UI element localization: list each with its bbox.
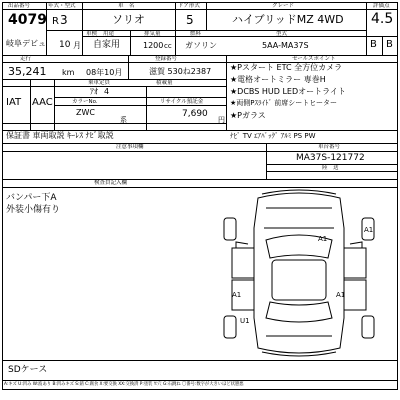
notes-title: 注意事項欄: [116, 144, 144, 150]
month: 10: [59, 40, 71, 50]
damage-mark: A1: [336, 291, 346, 299]
color-no-label: カラーNo.: [72, 99, 98, 105]
divider: [2, 9, 398, 10]
divider: [366, 2, 367, 55]
divider: [226, 55, 227, 130]
options-list: ﾅﾋﾞ TV ｴｱﾊﾞｯｸﾞ ｱﾙﾐ PS PW: [230, 132, 316, 140]
car-name-label: 車 名: [118, 3, 135, 9]
use-label: 用途: [103, 31, 115, 37]
model-code: 5AA-MA37S: [262, 41, 309, 50]
divider: [206, 2, 207, 30]
vin-title: 車台番号: [318, 144, 341, 150]
divider: [2, 55, 398, 56]
seating: 4: [104, 87, 110, 96]
lot-number: 4079: [8, 12, 47, 28]
mileage: 35,241: [8, 65, 47, 78]
lot-no-label: 出品番号: [8, 3, 31, 9]
color-note: 系: [120, 116, 127, 124]
vin-number: MA37S-121772: [296, 153, 365, 163]
damage-legend: A:キズ U:凹み W:波あり B:凹みキズ S:錆 C:腐食 X:要交換 XX:交換済 P:塗装 Y:穴 G:石跳ね 〇番号:数字が大きいほど状態悪: [4, 382, 244, 387]
seating-label: 乗車定員: [88, 80, 111, 86]
divider: [2, 380, 398, 381]
displacement-unit: cc: [164, 42, 172, 50]
score-exterior: B: [386, 39, 393, 50]
car-name: ソリオ: [112, 13, 145, 26]
plate-label: 登録番号: [155, 56, 178, 62]
inspector-note: 外装小傷有り: [6, 205, 61, 215]
equipment-list: 保証書 車両取説 ｷｰﾚｽ ﾅﾋﾞ取説: [6, 131, 114, 140]
score-label: 評価点: [373, 3, 390, 9]
displacement-label: 排気量: [144, 31, 161, 37]
mileage-unit: km: [62, 68, 75, 77]
divider: [175, 30, 176, 55]
model-year-label: 年式・型式: [48, 3, 76, 9]
recycle-unit: 円: [218, 116, 225, 124]
divider: [266, 143, 267, 179]
shift: IAT: [6, 97, 22, 108]
divider: [54, 105, 226, 106]
sales-point-item: ★両側Pｽﾗｲﾄﾞ 前席シートヒーター: [230, 99, 337, 107]
score-interior: B: [370, 39, 377, 50]
sales-point-item: ★DCBS HUD LEDオートライト: [230, 87, 346, 96]
inspector-note: バンパー下A: [6, 193, 57, 203]
divider: [130, 30, 131, 55]
year: 3: [60, 13, 68, 27]
use: 自家用: [93, 40, 121, 50]
damage-mark: A1: [318, 235, 328, 243]
model-code-label: 型式: [276, 31, 288, 37]
grade: ハイブリッドMZ 4WD: [232, 13, 344, 26]
fuel: ガソリン: [185, 41, 217, 50]
damage-mark: A1: [364, 226, 374, 234]
displacement: 1200: [143, 41, 164, 50]
doors-label: ドア形式: [178, 3, 200, 9]
sales-points-title: セールスポイント: [292, 56, 336, 62]
month-unit: 月: [73, 41, 81, 50]
divider: [2, 360, 398, 361]
mileage-date: 08年10月: [86, 68, 123, 77]
capacity-label: 積載量: [156, 80, 173, 86]
divider: [2, 79, 226, 80]
grade-label: グレード: [272, 3, 295, 9]
divider: [2, 86, 226, 87]
sales-point-item: ★Pスタート ETC 全方位カメラ: [230, 63, 343, 72]
inspection-label: 車検: [86, 31, 98, 37]
overall-score: 4.5: [371, 11, 394, 27]
sales-point-item: ★Pガラス: [230, 111, 266, 120]
ac: AAC: [32, 97, 53, 108]
divider: [54, 97, 226, 98]
transport-label: 陸 送: [322, 165, 339, 171]
divider: [82, 36, 366, 37]
venue: 岐阜デビュ: [6, 39, 46, 48]
divider: [266, 171, 398, 172]
plate-number: 滋賀 530ね2387: [149, 67, 212, 76]
divider: [128, 55, 129, 79]
divider: [382, 36, 383, 55]
exterior-color: ｱｵ: [90, 87, 98, 96]
divider: [2, 151, 398, 152]
era: R: [52, 16, 59, 27]
divider: [2, 123, 226, 124]
divider: [46, 2, 47, 55]
divider: [2, 62, 226, 63]
divider: [82, 2, 83, 55]
misc-note: SDケース: [8, 365, 48, 375]
color-code: ZWC: [76, 108, 95, 117]
fuel-label: 燃料: [190, 31, 202, 37]
damage-mark: A1: [232, 291, 242, 299]
inspector-title: 検査員記入欄: [94, 180, 128, 186]
doors: 5: [186, 13, 194, 27]
mileage-label: 走行: [20, 56, 32, 62]
sales-point-item: ★電格オートミラー 専巻H: [230, 75, 326, 84]
recycle-fee: 7,690: [182, 109, 208, 119]
damage-mark: U1: [240, 317, 250, 325]
divider: [2, 179, 398, 180]
recycle-label: リサイクル預託金: [160, 99, 204, 105]
car-damage-diagram: [206, 188, 392, 358]
